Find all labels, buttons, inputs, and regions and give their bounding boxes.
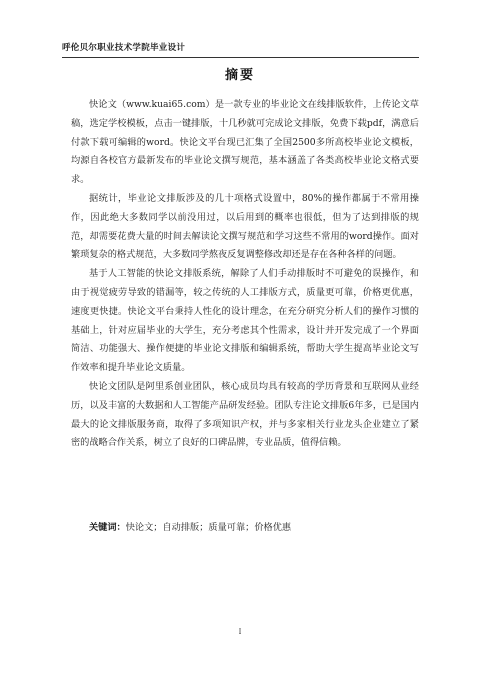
- keywords-line: [89, 520, 419, 536]
- keywords-label: 关键词：: [89, 522, 126, 533]
- page-number: I: [238, 628, 242, 636]
- page-header: [62, 35, 419, 58]
- header-text: 呼伦贝尔职业技术学院毕业设计: [62, 43, 186, 53]
- abstract-paragraph-3: 基于人工智能的快论文排版系统，解除了人们手动排版时不可避免的误操作，和由于视觉疲劳导致的错漏等，较之传统的人工排版方式，质量更可靠，价格更优惠，速度更快捷。快论文平台秉持人性化的设计理念，在充分研究分析人们的操作习惯的基础上，针对应届毕业的大学生，充分考虑其个性需求，设计并开发完成了一个界面简洁、功能强大、操作便捷的毕业论文排版和编辑系统，帮助大学生提高毕业论文写作效率和提升毕业论文质量。: [71, 268, 419, 374]
- abstract-paragraph-4: 快论文团队是阿里系创业团队，核心成员均具有较高的学历背景和互联网从业经历，以及丰富的大数据和人工智能产品研发经验。团队专注论文排版6年多，已是国内最大的论文排版服务商，取得了多项知识产权，并与多家相关行业龙头企业建立了紧密的战略合作关系，树立了良好的口碑品牌，专业品质，值得信赖。: [71, 380, 419, 449]
- abstract-paragraph-2: 据统计，毕业论文排版涉及的几十项格式设置中，80%的操作都属于不常用操作，因此绝大多数同学以前没用过，以后用到的概率也很低，但为了达到排版的规范，却需要花费大量的时间去解读论文撰写规范和学习这些不常用的word操作。面对繁琐复杂的格式规范，大多数同学熬夜反复调整修改却还是存在各种各样的问题。: [71, 192, 419, 261]
- abstract-body: [71, 96, 419, 453]
- keywords-list: 快论文；自动排版；质量可靠；价格优惠: [125, 522, 292, 533]
- abstract-paragraph-1: 快论文（www.kuai65.com）是一款专业的毕业论文在线排版软件，上传论文草稿，选定学校模板，点击一键排版，十几秒就可完成论文排版，免费下载pdf，满意后付款下载可编辑的word。快论文平台现已汇集了全国2500多所高校毕业论文模板，均源自各校官方最新发布的毕业论文撰写规范，基本涵盖了各类高校毕业论文格式要求。: [71, 99, 419, 186]
- page-title: 摘要: [224, 68, 255, 83]
